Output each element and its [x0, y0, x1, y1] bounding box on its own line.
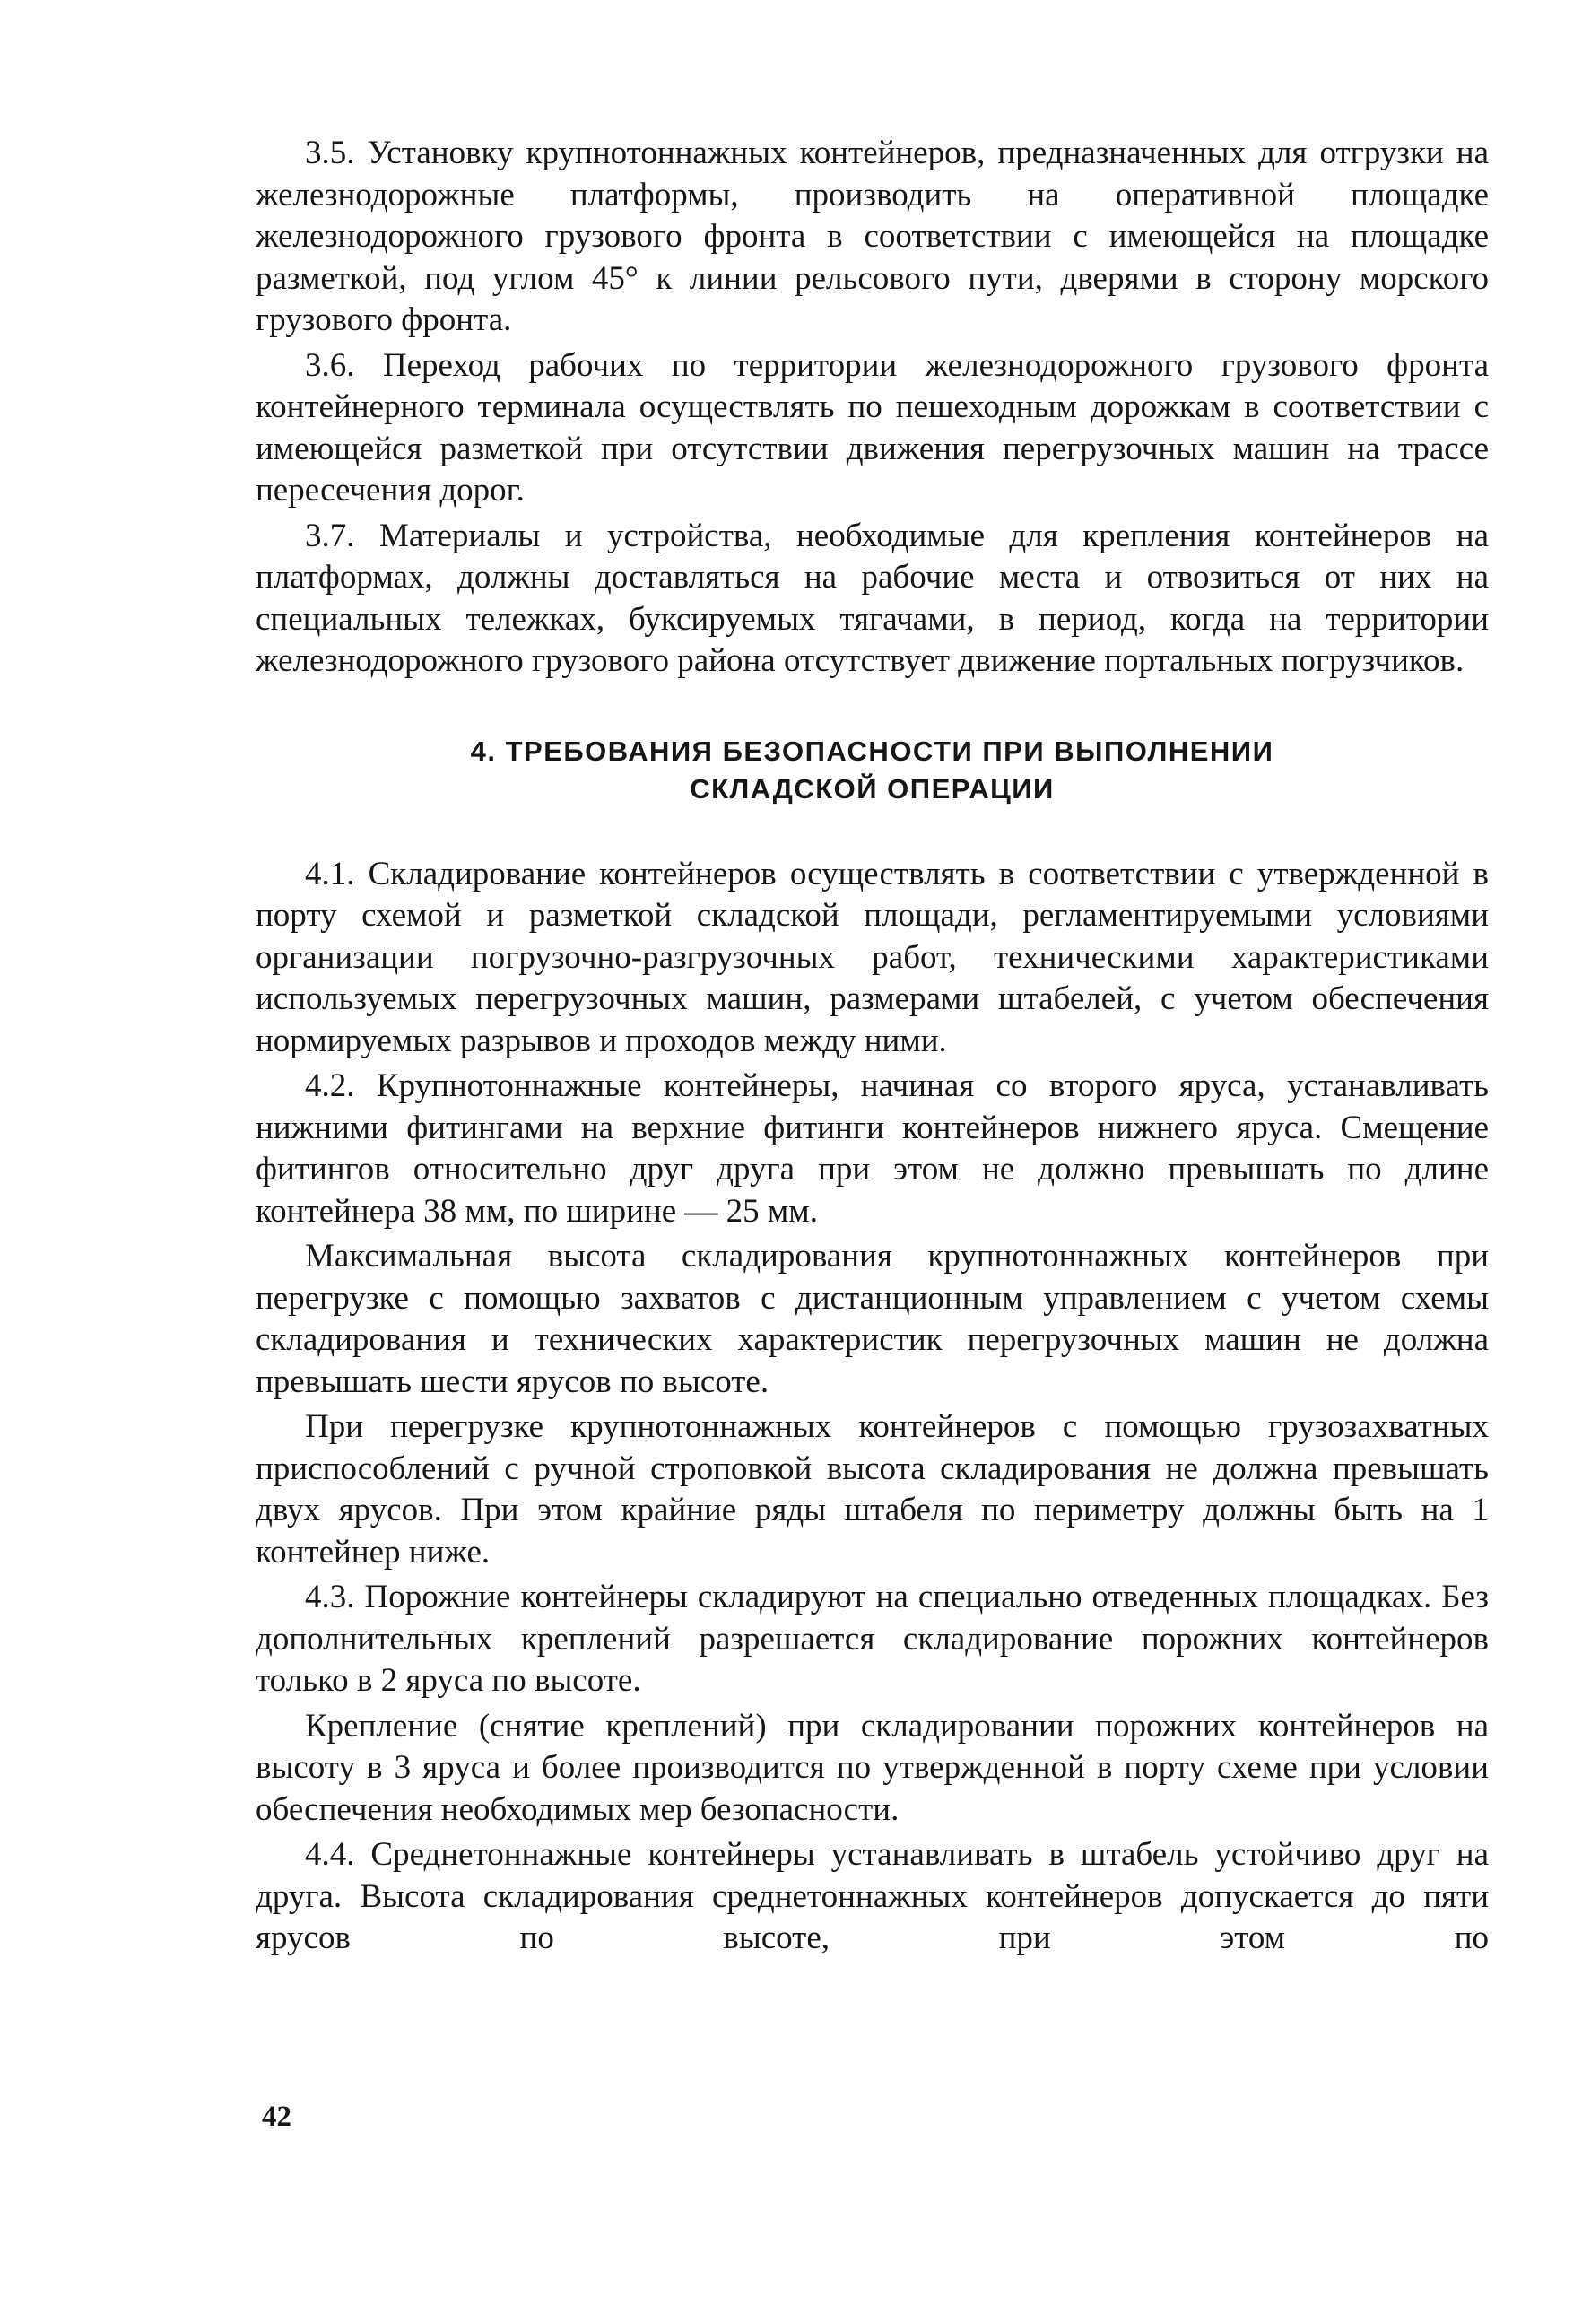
- section-heading-line-2: СКЛАДСКОЙ ОПЕРАЦИИ: [690, 772, 1055, 805]
- paragraph-3-7: 3.7. Материалы и устройства, необходимые для крепления контейнеров на платформах, должны доставляться на рабочие места и отвозиться от них на специальных тележках, буксируемых тягачами, в период, когда на территории железнодорожного грузового района отсутствует движение портальных погрузчиков.: [256, 517, 1489, 679]
- paragraph-4-1: 4.1. Складирование контейнеров осуществлять в соответствии с утвержденной в порту схемой и разметкой складской площади, регламентируемыми условиями организации погрузочно-разгрузочных работ, техническими характеристиками используемых перегрузочных машин, размерами штабелей, с учетом обеспечения нормируемых разрывов и проходов между ними.: [256, 855, 1489, 1059]
- paragraph-fastening: Крепление (снятие креплений) при складировании порожних контейнеров на высоту в 3 яруса и более производится по утвержденной в порту схеме при условии обеспечения необходимых мер безопасности.: [256, 1707, 1489, 1828]
- paragraph-4-3: 4.3. Порожние контейнеры складируют на специально отведенных площадках. Без дополнительных креплений разрешается складирование порожних контейнеров только в 2 яруса по высоте.: [256, 1579, 1489, 1699]
- paragraph-4-4: 4.4. Среднетоннажные контейнеры устанавливать в штабель устойчиво друг на друга. Высота складирования среднетоннажных контейнеров допускается до пяти ярусов по высоте, при этом по: [256, 1836, 1489, 1956]
- paragraph-4-2: 4.2. Крупнотоннажные контейнеры, начиная со второго яруса, устанавливать нижними фитингами на верхние фитинги контейнеров нижнего яруса. Смещение фитингов относительно друг друга при этом не должно превышать по длине контейнера 38 мм, по ширине — 25 мм.: [256, 1067, 1489, 1230]
- section-heading: [256, 733, 1489, 808]
- paragraph-3-5: 3.5. Установку крупнотоннажных контейнеров, предназначенных для отгрузки на железнодорожные платформы, производить на оперативной площадке железнодорожного грузового фронта в соответствии с имеющейся на площадке разметкой, под углом 45° к линии рельсового пути, дверями в сторону морского грузового фронта.: [256, 135, 1489, 338]
- paragraph-max-height: Максимальная высота складирования крупнотоннажных контейнеров при перегрузке с помощью захватов с дистанционным управлением с учетом схемы складирования и технических характеристик перегрузочных машин не должна превышать шести ярусов по высоте.: [256, 1238, 1489, 1400]
- paragraph-3-6: 3.6. Переход рабочих по территории железнодорожного грузового фронта контейнерного терминала осуществлять по пешеходным дорожкам в соответствии с имеющейся разметкой при отсутствии движения перегрузочных машин на трассе пересечения дорог.: [256, 346, 1489, 509]
- section-heading-line-1: 4. ТРЕБОВАНИЯ БЕЗОПАСНОСТИ ПРИ ВЫПОЛНЕНИИ: [470, 735, 1274, 767]
- page-text: [256, 133, 1489, 1960]
- paragraph-manual-slinging: При перегрузке крупнотоннажных контейнеров с помощью грузозахватных приспособлений с ручной строповкой высота складирования не должна превышать двух ярусов. При этом крайние ряды штабеля по периметру должны быть на 1 контейнер ниже.: [256, 1408, 1489, 1571]
- page-number: 42: [262, 2101, 291, 2133]
